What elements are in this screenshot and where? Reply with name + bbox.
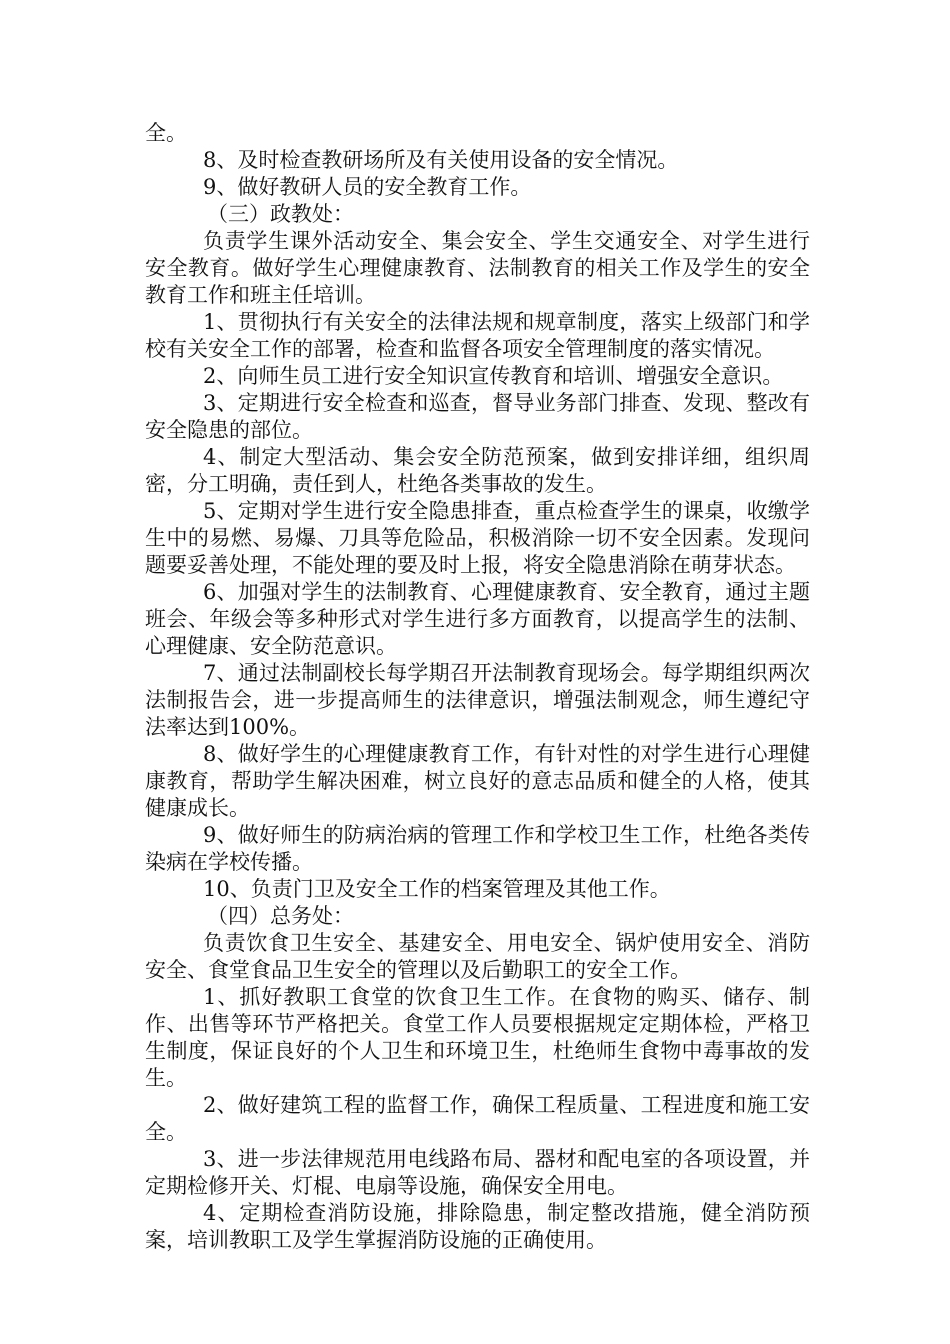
paragraph-item-3b: 3、进一步法律规范用电线路布局、器材和配电室的各项设置，并定期检修开关、灯棍、电扇等设施，确保安全用电。 <box>145 1147 810 1198</box>
paragraph-item-10: 10、负责门卫及安全工作的档案管理及其他工作。 <box>203 877 671 901</box>
paragraph-item-2: 2、向师生员工进行安全知识宣传教育和培训、增强安全意识。 <box>203 364 784 388</box>
paragraph-item-1b: 1、抓好教职工食堂的饮食卫生工作。在食物的购买、储存、制作、出售等环节严格把关。食堂工作人员要根据规定定期体检，严格卫生制度，保证良好的个人卫生和环境卫生，杜绝师生食物中毒事故的发生。 <box>145 985 810 1090</box>
section-heading-political-education: （三）政教处： <box>207 202 354 226</box>
paragraph-item-4: 4、制定大型活动、集会安全防范预案，做到安排详细，组织周密，分工明确，责任到人，杜绝各类事故的发生。 <box>145 445 810 496</box>
paragraph-item-3: 3、定期进行安全检查和巡查，督导业务部门排查、发现、整改有安全隐患的部位。 <box>145 391 810 442</box>
paragraph-item-9b: 9、做好师生的防病治病的管理工作和学校卫生工作，杜绝各类传染病在学校传播。 <box>145 823 810 874</box>
paragraph-item-2b: 2、做好建筑工程的监督工作，确保工程质量、工程进度和施工安全。 <box>145 1093 810 1144</box>
paragraph-item-6: 6、加强对学生的法制教育、心理健康教育、安全教育，通过主题班会、年级会等多种形式对学生进行多方面教育，以提高学生的法制、心理健康、安全防范意识。 <box>145 580 810 658</box>
paragraph-item-9: 9、做好教研人员的安全教育工作。 <box>203 175 532 199</box>
paragraph-item-5: 5、定期对学生进行安全隐患排查，重点检查学生的课桌，收缴学生中的易燃、易爆、刀具等危险品，积极消除一切不安全因素。发现问题要妥善处理，不能处理的要及时上报，将安全隐患消除在萌芽状态。 <box>145 499 810 577</box>
paragraph-item-4b: 4、定期检查消防设施，排除隐患，制定整改措施，健全消防预案，培训教职工及学生掌握消防设施的正确使用。 <box>145 1201 810 1252</box>
paragraph-section-intro: 负责学生课外活动安全、集会安全、学生交通安全、对学生进行安全教育。做好学生心理健康教育、法制教育的相关工作及学生的安全教育工作和班主任培训。 <box>145 229 810 307</box>
paragraph-item-8: 8、及时检查教研场所及有关使用设备的安全情况。 <box>203 148 679 172</box>
paragraph-section-intro-2: 负责饮食卫生安全、基建安全、用电安全、锅炉使用安全、消防安全、食堂食品卫生安全的管理以及后勤职工的安全工作。 <box>145 931 810 982</box>
document-body <box>145 120 810 1254</box>
paragraph-item-7: 7、通过法制副校长每学期召开法制教育现场会。每学期组织两次法制报告会，进一步提高师生的法律意识，增强法制观念，师生遵纪守法率达到100%。 <box>145 661 810 739</box>
paragraph-item-1: 1、贯彻执行有关安全的法律法规和规章制度，落实上级部门和学校有关安全工作的部署，检查和监督各项安全管理制度的落实情况。 <box>145 310 810 361</box>
paragraph-item-8b: 8、做好学生的心理健康教育工作，有针对性的对学生进行心理健康教育，帮助学生解决困难，树立良好的意志品质和健全的人格，使其健康成长。 <box>145 742 810 820</box>
section-heading-general-affairs: （四）总务处： <box>207 904 354 928</box>
paragraph-continuation: 全。 <box>145 121 187 145</box>
